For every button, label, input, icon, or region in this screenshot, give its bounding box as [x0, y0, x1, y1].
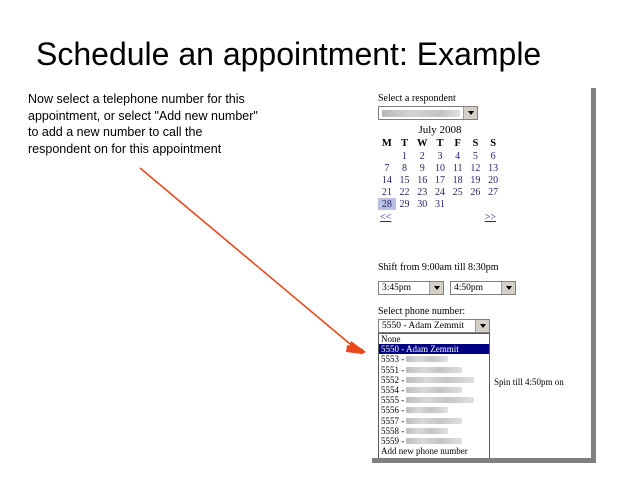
option-redacted-name — [406, 438, 462, 444]
calendar-day[interactable]: 14 — [381, 174, 392, 186]
option-redacted-name — [406, 428, 448, 434]
calendar-day[interactable]: 17 — [434, 174, 445, 186]
calendar-weekday: W — [417, 138, 428, 149]
calendar-day[interactable]: 19 — [470, 174, 481, 186]
calendar-day[interactable]: 30 — [417, 198, 428, 210]
phone-number-label: Select phone number: — [378, 306, 466, 317]
calendar-day[interactable]: 5 — [472, 150, 478, 162]
page-title: Schedule an appointment: Example — [36, 36, 542, 72]
callout-instruction-text: Now select a telephone number for this appointment, or select "Add new number" to add a new number to call the respondent on for this appointment — [28, 92, 258, 156]
calendar-day[interactable] — [484, 198, 502, 210]
option-label: 5555 - — [381, 395, 405, 406]
list-item[interactable] — [379, 385, 489, 395]
phone-number-selected-value: 5550 - Adam Zemmit — [382, 321, 465, 331]
option-redacted-name — [406, 407, 448, 413]
calendar-week-row — [378, 174, 502, 186]
calendar-day[interactable]: 24 — [434, 186, 445, 198]
calendar-weekday-row — [378, 137, 502, 150]
list-item[interactable] — [379, 354, 489, 364]
calendar-week-row — [378, 198, 502, 210]
list-item[interactable] — [379, 395, 489, 405]
option-redacted-name — [406, 356, 448, 362]
time-range-row[interactable] — [378, 281, 516, 295]
calendar-day[interactable]: 6 — [490, 150, 496, 162]
calendar-day[interactable]: 7 — [384, 162, 390, 174]
respondent-select[interactable] — [378, 106, 478, 120]
list-item[interactable] — [379, 416, 489, 426]
time-from-value: 3:45pm — [382, 283, 412, 293]
phone-number-select[interactable] — [378, 319, 490, 333]
calendar-day[interactable]: 11 — [452, 162, 463, 174]
shift-hours-text: Shift from 9:00am till 8:30pm — [378, 262, 499, 273]
option-label: 5558 - — [381, 425, 405, 436]
option-redacted-name — [406, 367, 462, 373]
chevron-down-icon[interactable] — [429, 282, 443, 294]
list-item-add-number[interactable] — [379, 446, 489, 456]
calendar-weekday: S — [472, 138, 479, 149]
option-label: 5557 - — [381, 415, 405, 426]
option-redacted-name — [406, 418, 462, 424]
calendar-day[interactable]: 13 — [488, 162, 499, 174]
chevron-down-icon[interactable] — [475, 320, 489, 332]
option-label: 5554 - — [381, 384, 405, 395]
respondent-value-redacted — [382, 110, 460, 117]
app-screenshot-panel — [372, 88, 596, 463]
calendar-weekday: T — [436, 138, 444, 149]
calendar-day[interactable]: 25 — [452, 186, 463, 198]
option-label: 5550 - Adam Zemmit — [381, 344, 459, 355]
time-from-select[interactable] — [378, 281, 444, 295]
calendar-day[interactable]: 10 — [434, 162, 445, 174]
option-label: 5552 - — [381, 374, 405, 385]
list-item[interactable] — [379, 436, 489, 446]
calendar-weekday: S — [490, 138, 497, 149]
calendar-day[interactable]: 9 — [419, 162, 425, 174]
calendar-prev-link[interactable]: << — [380, 212, 392, 223]
list-item[interactable] — [379, 405, 489, 415]
calendar-day[interactable]: 8 — [402, 162, 408, 174]
list-item[interactable] — [379, 365, 489, 375]
calendar-week-row — [378, 186, 502, 198]
calendar-day[interactable]: 31 — [434, 198, 445, 210]
calendar[interactable] — [378, 124, 502, 225]
list-item[interactable] — [379, 375, 489, 385]
option-label: 5553 - — [381, 354, 405, 365]
chevron-down-icon[interactable] — [463, 107, 477, 119]
calendar-day[interactable]: 12 — [470, 162, 481, 174]
option-label: 5559 - — [381, 435, 405, 446]
option-label: Add new phone number — [381, 446, 468, 457]
phone-number-dropdown-list[interactable] — [378, 333, 490, 461]
calendar-day[interactable]: 15 — [399, 174, 410, 186]
list-item[interactable] — [379, 426, 489, 436]
calendar-month-label: July 2008 — [418, 124, 462, 136]
option-redacted-name — [406, 377, 474, 383]
calendar-day[interactable]: 23 — [417, 186, 428, 198]
calendar-day[interactable]: 27 — [488, 186, 499, 198]
calendar-weekday: F — [454, 138, 461, 149]
chevron-down-icon[interactable] — [501, 282, 515, 294]
calendar-day[interactable] — [449, 198, 467, 210]
calendar-day[interactable]: 4 — [455, 150, 461, 162]
option-label: 5551 - — [381, 364, 405, 375]
calendar-next-link[interactable]: >> — [484, 212, 496, 223]
calendar-week-row — [378, 150, 502, 162]
list-item-selected[interactable] — [379, 344, 489, 354]
calendar-weekday: T — [401, 138, 409, 149]
time-to-value: 4:50pm — [454, 283, 484, 293]
calendar-day[interactable]: 22 — [399, 186, 410, 198]
calendar-week-row — [378, 162, 502, 174]
time-to-select[interactable] — [450, 281, 516, 295]
option-redacted-name — [406, 387, 462, 393]
calendar-day[interactable]: 16 — [417, 174, 428, 186]
calendar-nav[interactable] — [378, 212, 502, 225]
option-redacted-name — [406, 397, 474, 403]
calendar-day-selected[interactable]: 28 — [378, 198, 396, 210]
calendar-grid[interactable] — [378, 137, 502, 210]
option-label: None — [381, 334, 401, 344]
calendar-day[interactable]: 2 — [419, 150, 425, 162]
calendar-day[interactable] — [378, 150, 396, 162]
calendar-day[interactable]: 20 — [488, 174, 499, 186]
calendar-weekday: M — [381, 138, 392, 149]
spill-status-text: Spin till 4:50pm on — [494, 377, 564, 387]
respondent-label: Select a respondent — [378, 93, 456, 104]
calendar-day[interactable]: 18 — [452, 174, 463, 186]
calendar-day[interactable]: 26 — [470, 186, 481, 198]
calendar-day[interactable]: 29 — [399, 198, 410, 210]
calendar-day[interactable] — [467, 198, 485, 210]
calendar-day[interactable]: 21 — [381, 186, 392, 198]
list-item[interactable] — [379, 334, 489, 344]
option-label: 5556 - — [381, 405, 405, 416]
calendar-day[interactable]: 3 — [437, 150, 443, 162]
calendar-day[interactable]: 1 — [402, 150, 408, 162]
